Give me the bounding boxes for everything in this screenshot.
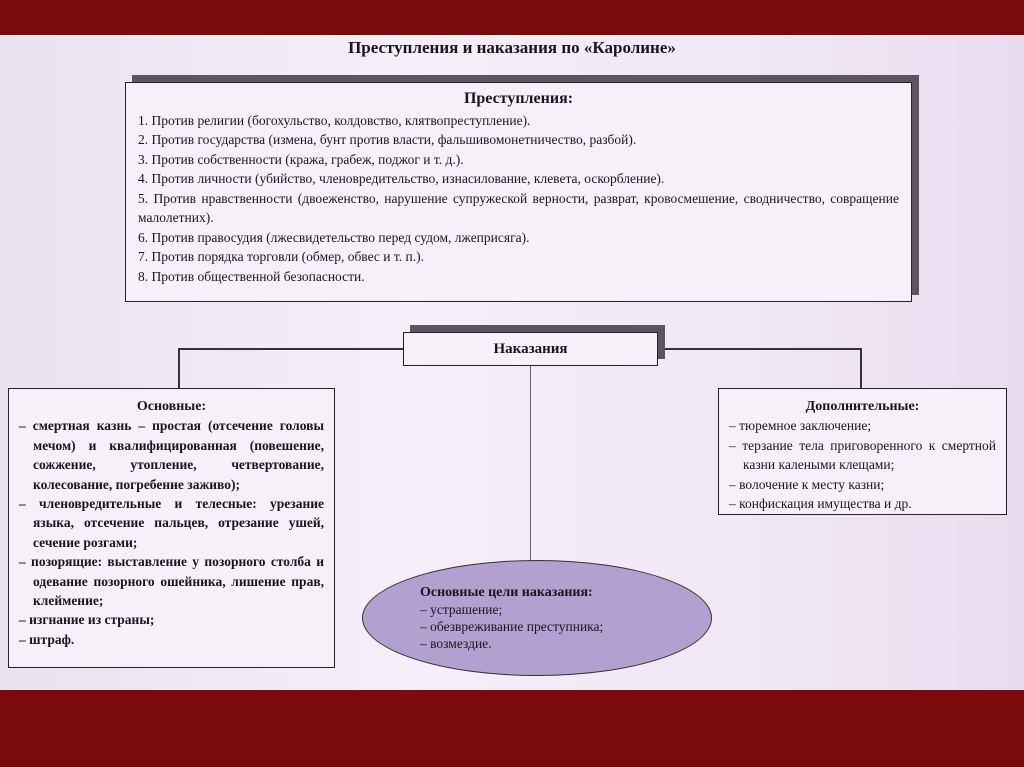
crime-item: 3. Против собственности (кража, грабеж, поджог и т. д.). <box>138 151 464 167</box>
main-item: – изгнание из страны; <box>19 612 155 628</box>
connector-left <box>178 348 180 388</box>
main-punishments-box <box>8 388 335 668</box>
main-item: – членовредительные и телесные: урезание языка, отсечение пальцев, отрезание ушей, сечение розгами; <box>19 496 324 550</box>
additional-item: – конфискация имущества и др. <box>729 496 912 512</box>
punishments-box: Наказания <box>403 332 658 366</box>
crime-item: 1. Против религии (богохульство, колдовство, клятвопреступление). <box>138 112 531 128</box>
connector-center <box>530 366 531 561</box>
main-heading: Основные: <box>136 399 207 414</box>
additional-punishments-box <box>718 388 1007 515</box>
main-item: – штраф. <box>19 631 75 647</box>
crime-item: 4. Против личности (убийство, членовредительство, изнасилование, клевета, оскорбление). <box>138 171 665 186</box>
crimes-box <box>125 82 912 302</box>
slide-top-bar <box>0 0 1024 35</box>
crime-item: 8. Против общественной безопасности. <box>138 268 365 284</box>
goals-text <box>420 584 603 652</box>
goals-heading: Основные цели наказания: <box>420 585 593 600</box>
additional-heading: Дополнительные: <box>805 399 920 414</box>
additional-item: – терзание тела приговоренного к смертной казни калеными клещами; <box>729 437 996 473</box>
goal-item: – обезвреживание преступника; <box>420 619 604 634</box>
goal-item: – возмездие. <box>420 636 492 651</box>
crime-item: 2. Против государства (измена, бунт против власти, фальшивомонетничество, разбой). <box>138 132 637 147</box>
crime-item: 7. Против порядка торговли (обмер, обвес и т. п.). <box>138 249 425 264</box>
main-item: – позорящие: выставление у позорного столба и одевание позорного ошейника, лишение прав, клеймение; <box>19 554 324 609</box>
crime-item: 5. Против нравственности (двоеженство, нарушение супружеской верности, разврат, кровосмешение, сводничество, совращение малолетних). <box>138 190 899 225</box>
crimes-heading: Преступления: <box>463 90 574 107</box>
page-title: Преступления и наказания по «Каролине» <box>348 38 676 57</box>
crime-item: 6. Против правосудия (лжесвидетельство перед судом, лжеприсяга). <box>138 229 530 245</box>
slide-bottom-bar <box>0 690 1024 767</box>
additional-item: – волочение к месту казни; <box>729 476 885 492</box>
main-item: – смертная казнь – простая (отсечение головы мечом) и квалифицированная (повешение, сожжение, утопление, четвертование, колесование, погребение заживо); <box>19 418 324 492</box>
connector-right <box>860 348 862 388</box>
goal-item: – устрашение; <box>420 602 503 617</box>
additional-item: – тюремное заключение; <box>729 418 872 434</box>
